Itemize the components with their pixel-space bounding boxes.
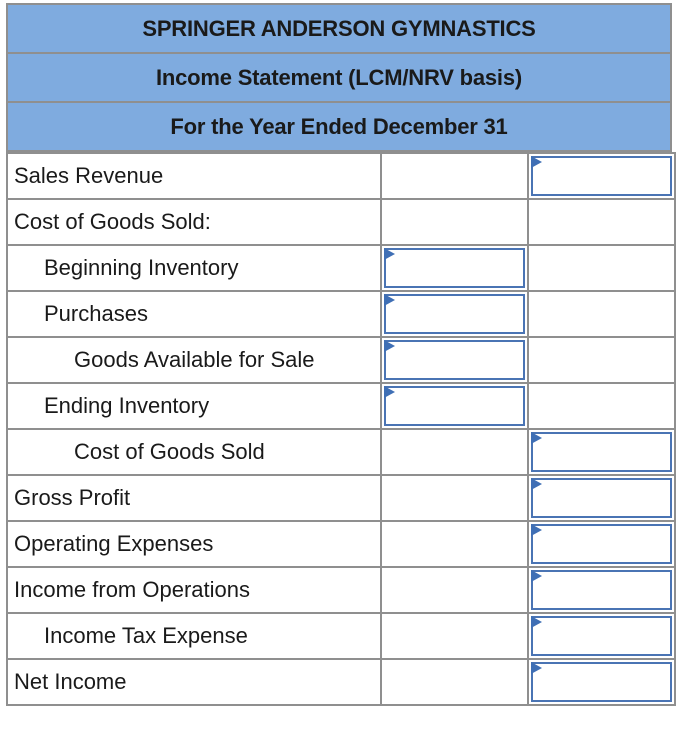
- input-flag-icon: [531, 156, 542, 168]
- table-row: [7, 613, 675, 659]
- row-label-beginning-inventory: Beginning Inventory: [7, 245, 381, 291]
- input-flag-icon: [531, 432, 542, 444]
- table-row: [7, 429, 675, 475]
- table-row: [7, 153, 675, 199]
- cell-input: [528, 153, 675, 199]
- cell-input: [381, 291, 528, 337]
- cell-input: [528, 475, 675, 521]
- purchases-input[interactable]: [384, 294, 525, 334]
- table-row: [7, 383, 675, 429]
- income-statement: [6, 3, 672, 706]
- row-label-cogs-heading: Cost of Goods Sold:: [7, 199, 381, 245]
- cell-empty: [381, 521, 528, 567]
- input-flag-icon: [384, 386, 395, 398]
- table-row: [7, 659, 675, 705]
- table-row: [7, 245, 675, 291]
- table-row: [7, 199, 675, 245]
- cell-empty: [528, 291, 675, 337]
- sales-revenue-input[interactable]: [531, 156, 672, 196]
- table-row: [7, 337, 675, 383]
- cell-empty: [528, 383, 675, 429]
- goods-available-input[interactable]: [384, 340, 525, 380]
- net-income-input[interactable]: [531, 662, 672, 702]
- statement-table: [6, 152, 676, 706]
- row-label-purchases: Purchases: [7, 291, 381, 337]
- cell-input: [381, 383, 528, 429]
- cell-input: [528, 429, 675, 475]
- cell-empty: [381, 567, 528, 613]
- cell-empty: [381, 199, 528, 245]
- cell-input: [381, 337, 528, 383]
- cell-empty: [528, 245, 675, 291]
- input-flag-icon: [531, 662, 542, 674]
- cell-empty: [381, 475, 528, 521]
- cell-input: [528, 567, 675, 613]
- operating-expenses-input[interactable]: [531, 524, 672, 564]
- cell-empty: [381, 613, 528, 659]
- row-label-gross-profit: Gross Profit: [7, 475, 381, 521]
- table-row: [7, 291, 675, 337]
- table-row: [7, 475, 675, 521]
- cell-input: [381, 245, 528, 291]
- statement-title: Income Statement (LCM/NRV basis): [6, 52, 672, 101]
- cell-empty: [528, 337, 675, 383]
- income-from-operations-input[interactable]: [531, 570, 672, 610]
- input-flag-icon: [384, 340, 395, 352]
- input-flag-icon: [384, 248, 395, 260]
- input-flag-icon: [531, 478, 542, 490]
- cell-input: [528, 613, 675, 659]
- income-tax-expense-input[interactable]: [531, 616, 672, 656]
- cell-input: [528, 521, 675, 567]
- input-flag-icon: [531, 524, 542, 536]
- row-label-income-tax-expense: Income Tax Expense: [7, 613, 381, 659]
- beginning-inventory-input[interactable]: [384, 248, 525, 288]
- cell-empty: [528, 199, 675, 245]
- row-label-cost-of-goods-sold: Cost of Goods Sold: [7, 429, 381, 475]
- input-flag-icon: [384, 294, 395, 306]
- table-row: [7, 567, 675, 613]
- statement-period: For the Year Ended December 31: [6, 101, 672, 152]
- gross-profit-input[interactable]: [531, 478, 672, 518]
- input-flag-icon: [531, 570, 542, 582]
- cell-empty: [381, 153, 528, 199]
- row-label-sales-revenue: Sales Revenue: [7, 153, 381, 199]
- row-label-net-income: Net Income: [7, 659, 381, 705]
- input-flag-icon: [531, 616, 542, 628]
- company-name: SPRINGER ANDERSON GYMNASTICS: [6, 3, 672, 52]
- row-label-ending-inventory: Ending Inventory: [7, 383, 381, 429]
- row-label-goods-available: Goods Available for Sale: [7, 337, 381, 383]
- cost-of-goods-sold-input[interactable]: [531, 432, 672, 472]
- cell-empty: [381, 659, 528, 705]
- ending-inventory-input[interactable]: [384, 386, 525, 426]
- row-label-income-from-operations: Income from Operations: [7, 567, 381, 613]
- row-label-operating-expenses: Operating Expenses: [7, 521, 381, 567]
- table-row: [7, 521, 675, 567]
- cell-empty: [381, 429, 528, 475]
- cell-input: [528, 659, 675, 705]
